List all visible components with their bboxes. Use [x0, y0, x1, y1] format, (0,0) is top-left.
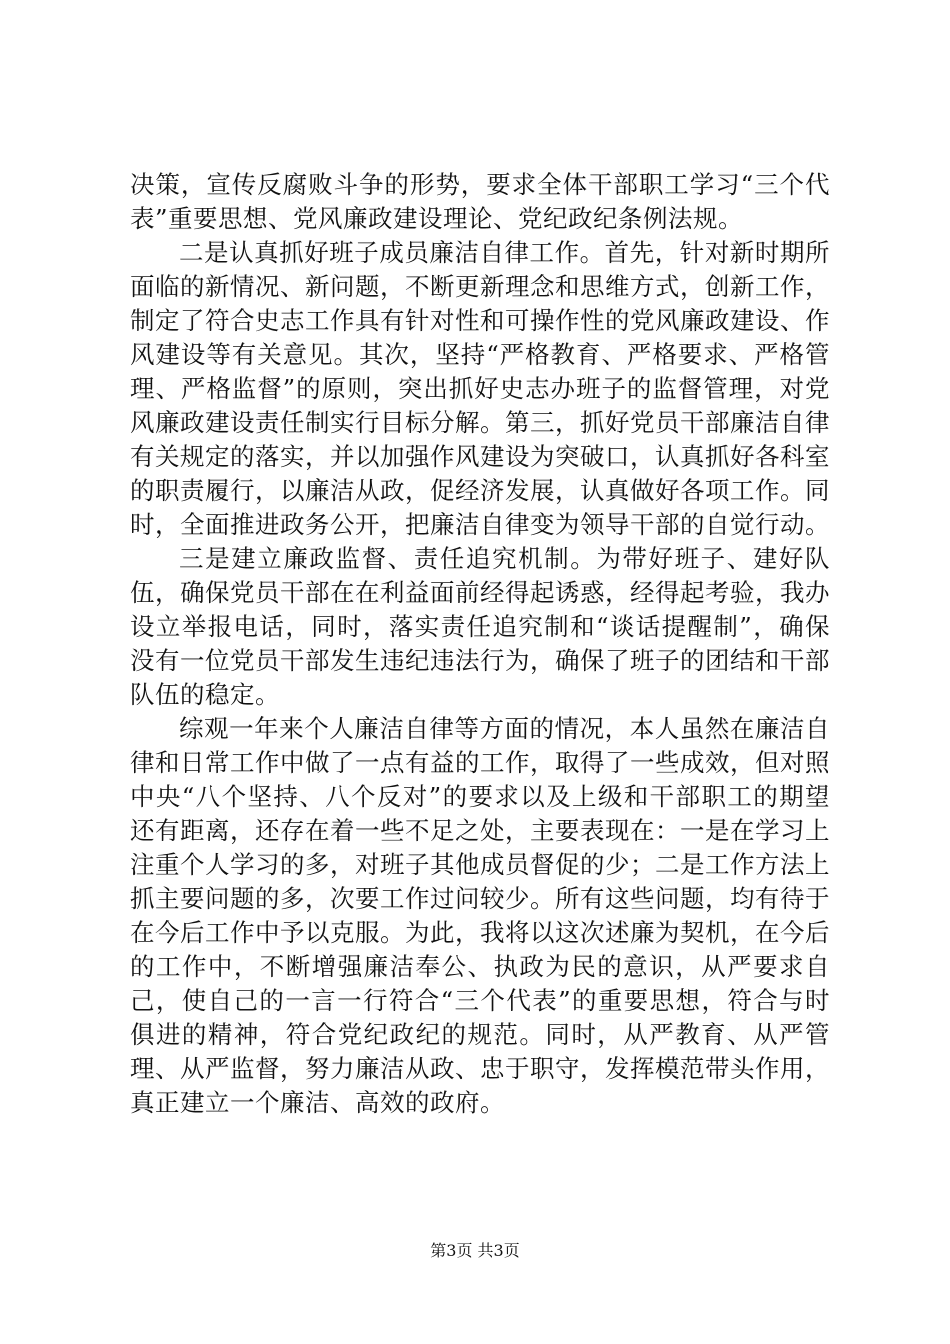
paragraph-point-three: 三是建立廉政监督、责任追究机制。为带好班子、建好队伍，确保党员干部在在利益面前经得起诱惑，经得起考验，我办设立举报电话，同时，落实责任追究制和“谈话提醒制”，确保没有一位党员干部发生违纪违法行为，确保了班子的团结和干部队伍的稳定。: [130, 544, 830, 709]
paragraph-continuation: 决策，宣传反腐败斗争的形势，要求全体干部职工学习“三个代表”重要思想、党风廉政建设理论、党纪政纪条例法规。: [130, 170, 830, 233]
page-number-footer: 第3页 共3页: [430, 1241, 520, 1260]
document-body: [130, 168, 830, 1120]
paragraph-point-two: 二是认真抓好班子成员廉洁自律工作。首先，针对新时期所面临的新情况、新问题，不断更新理念和思维方式，创新工作，制定了符合史志工作具有针对性和可操作性的党风廉政建设、作风建设等有关意见。其次，坚持“严格教育、严格要求、严格管理、严格监督”的原则，突出抓好史志办班子的监督管理，对党风廉政建设责任制实行目标分解。第三，抓好党员干部廉洁自律有关规定的落实，并以加强作风建设为突破口，认真抓好各科室的职责履行，以廉洁从政，促经济发展，认真做好各项工作。同时，全面推进政务公开，把廉洁自律变为领导干部的自觉行动。: [130, 238, 830, 539]
paragraph-summary: 综观一年来个人廉洁自律等方面的情况，本人虽然在廉洁自律和日常工作中做了一点有益的工作，取得了一些成效，但对照中央“八个坚持、八个反对”的要求以及上级和干部职工的期望还有距离，还存在着一些不足之处，主要表现在：一是在学习上注重个人学习的多，对班子其他成员督促的少；二是工作方法上抓主要问题的多，次要工作过问较少。所有这些问题，均有待于在今后工作中予以克服。为此，我将以这次述廉为契机，在今后的工作中，不断增强廉洁奉公、执政为民的意识，从严要求自己，使自己的一言一行符合“三个代表”的重要思想，符合与时俱进的精神，符合党纪政纪的规范。同时，从严教育、从严管理、从严监督，努力廉洁从政、忠于职守，发挥模范带头作用，真正建立一个廉洁、高效的政府。: [130, 714, 830, 1117]
